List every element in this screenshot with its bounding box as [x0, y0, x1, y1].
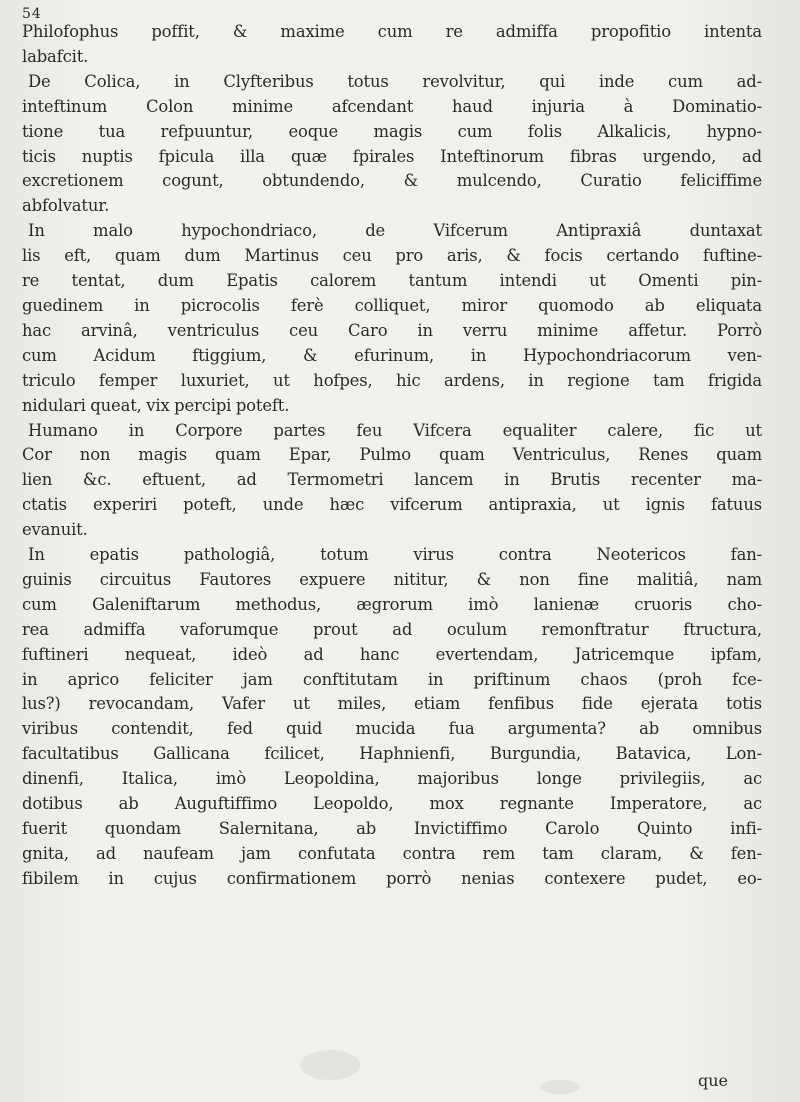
text-line: lus?) revocandam, Vafer ut miles, etiam fenfibus fide ejerata totis: [22, 694, 762, 714]
text-line: dotibus ab Auguftiffimo Leopoldo, mox regnante Imperatore, ac: [22, 794, 762, 814]
text-line: rea admiffa vaforumque prout ad oculum remonftratur ftructura,: [22, 619, 762, 639]
paper-stain: [300, 1050, 360, 1080]
text-line: fuftineri nequeat, ideò ad hanc evertendam, Jatricemque ipfam,: [22, 644, 762, 664]
text-line: cum Galeniftarum methodus, ægrorum imò lanienæ cruoris cho-: [22, 594, 762, 614]
text-line: evanuit.: [22, 520, 88, 540]
text-line: in aprico feliciter jam conftitutam in priftinum chaos (proh fce-: [22, 669, 762, 689]
text-line: tione tua refpuuntur, eoque magis cum folis Alkalicis, hypno-: [22, 121, 762, 141]
text-line: guinis circuitus Fautores expuere nititur, & non fine malitiâ, nam: [22, 569, 762, 589]
text-line: gnita, ad naufeam jam confutata contra rem tam claram, & fen-: [22, 843, 762, 863]
text-line: Humano in Corpore partes feu Vifcera equaliter calere, fic ut: [28, 420, 762, 440]
text-line: excretionem cogunt, obtundendo, & mulcendo, Curatio feliciffime: [22, 171, 762, 191]
text-line: Philofophus poffit, & maxime cum re admiffa propofitio intenta: [22, 22, 762, 41]
text-line: Cor non magis quam Epar, Pulmo quam Ventriculus, Renes quam: [22, 445, 762, 465]
text-line: fuerit quondam Salernitana, ab Invictiffimo Carolo Quinto infi-: [22, 819, 762, 838]
text-line: hac arvinâ, ventriculus ceu Caro in verru minime affetur. Porrò: [22, 320, 762, 340]
text-line: cum Acidum ftiggium, & efurinum, in Hypochondriacorum ven-: [22, 345, 762, 365]
paper-stain: [540, 1080, 580, 1094]
text-line: ctatis experiri poteft, unde hæc vifcerum antipraxia, ut ignis fatuus: [22, 495, 762, 515]
page-number: 54: [22, 6, 42, 22]
text-line: In epatis pathologiâ, totum virus contra Neotericos fan-: [28, 545, 762, 565]
text-line: fibilem in cujus confirmationem porrò nenias contexere pudet, eo-: [22, 868, 762, 888]
text-line: ticis nuptis fpicula illa quæ fpirales Inteftinorum fibras urgendo, ad: [22, 146, 762, 166]
text-line: inteftinum Colon minime afcendant haud injuria à Dominatio-: [22, 96, 762, 116]
catchword: que: [697, 1071, 728, 1090]
text-line: guedinem in picrocolis ferè colliquet, miror quomodo ab eliquata: [22, 295, 762, 315]
body-text: [22, 20, 762, 892]
text-line: labafcit.: [22, 46, 89, 66]
text-line: facultatibus Gallicana fcilicet, Haphnienfi, Burgundia, Batavica, Lon-: [22, 744, 762, 764]
text-line: triculo femper luxuriet, ut hofpes, hic ardens, in regione tam frigida: [22, 370, 762, 390]
text-line: De Colica, in Clyfteribus totus revolvitur, qui inde cum ad-: [28, 71, 762, 91]
text-line: In malo hypochondriaco, de Vifcerum Antipraxiâ duntaxat: [28, 221, 762, 241]
text-line: dinenfi, Italica, imò Leopoldina, majoribus longe privilegiis, ac: [22, 769, 762, 789]
text-line: nidulari queat, vix percipi poteft.: [22, 395, 290, 415]
text-line: lien &c. eftuent, ad Termometri lancem in Brutis recenter ma-: [22, 470, 762, 490]
text-line: lis eft, quam dum Martinus ceu pro aris, & focis certando fuftine-: [22, 246, 762, 266]
text-line: viribus contendit, fed quid mucida fua argumenta? ab omnibus: [22, 719, 762, 739]
text-line: abfolvatur.: [22, 196, 110, 216]
text-line: re tentat, dum Epatis calorem tantum intendi ut Omenti pin-: [22, 271, 762, 291]
